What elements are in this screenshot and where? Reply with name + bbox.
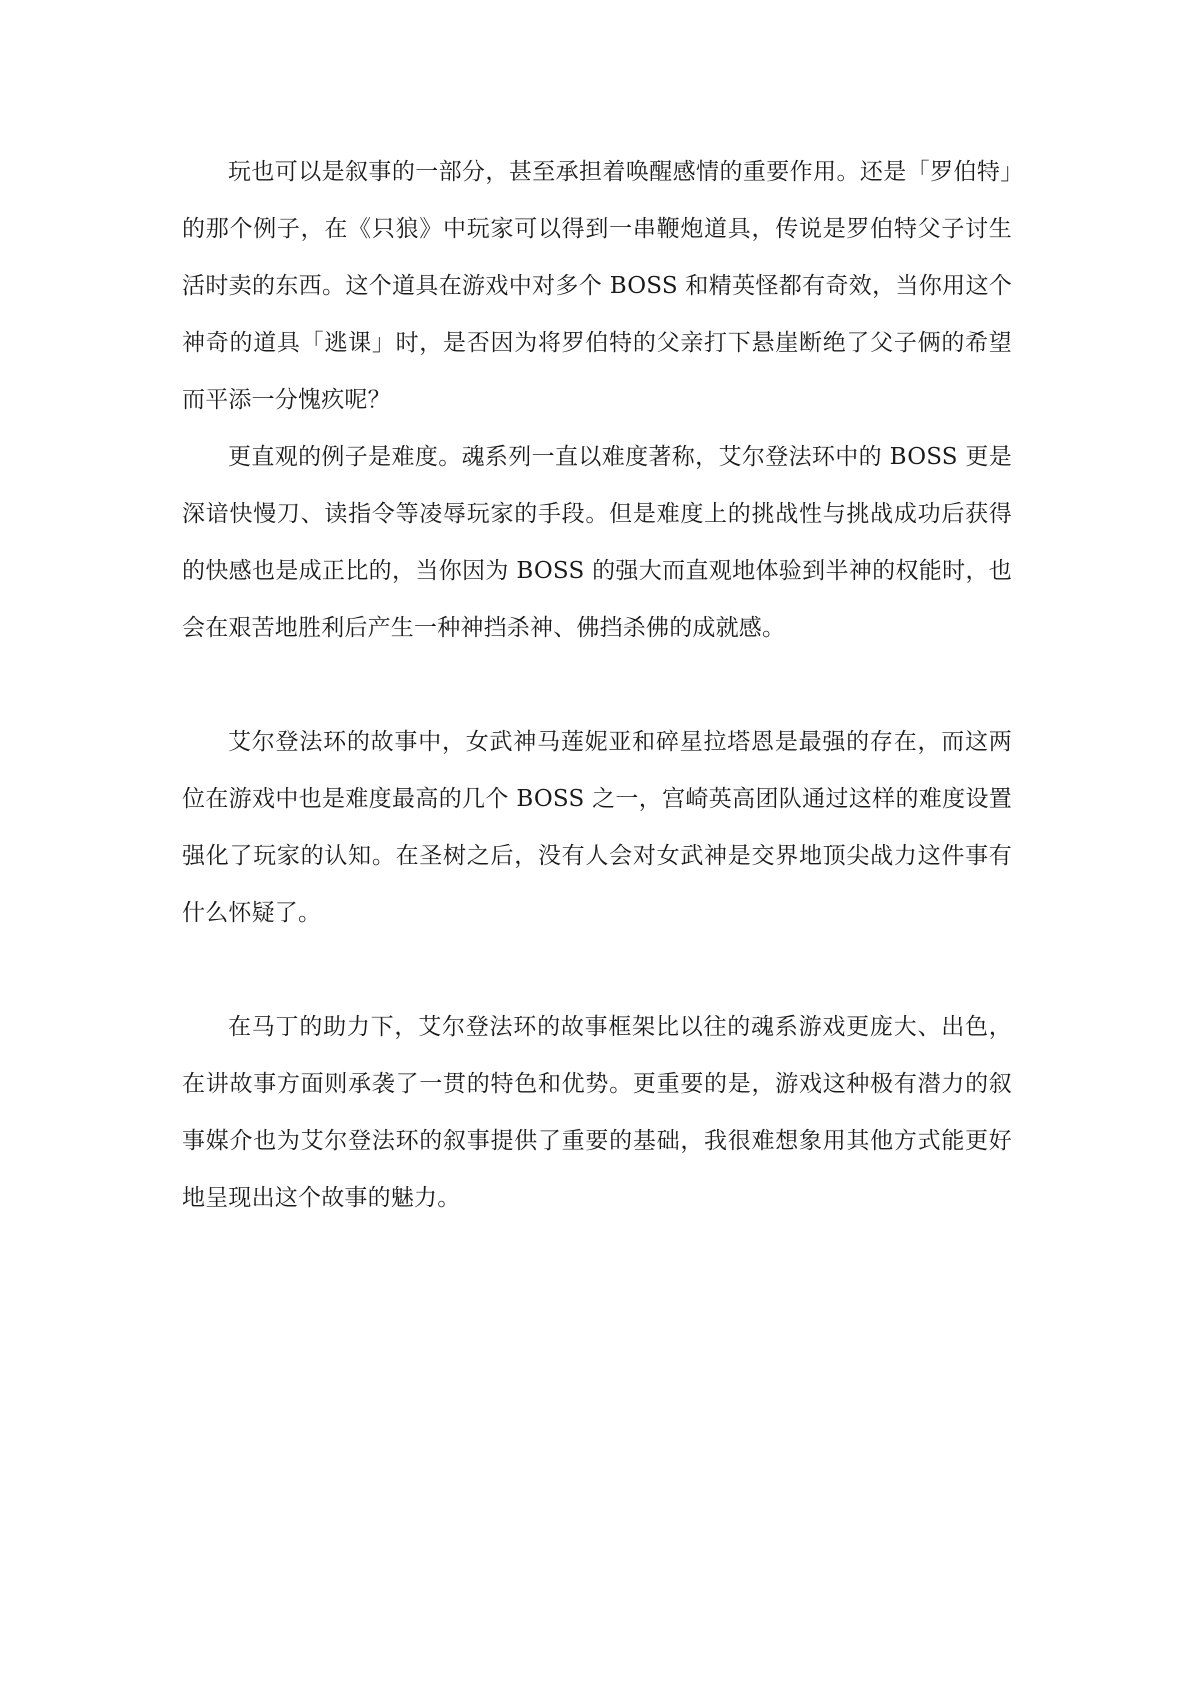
document-body: [182, 144, 1012, 1227]
paragraph-4: 在马丁的助力下，艾尔登法环的故事框架比以往的魂系游戏更庞大、出色，在讲故事方面则承袭了一贯的特色和优势。更重要的是，游戏这种极有潜力的叙事媒介也为艾尔登法环的叙事提供了重要的基础，我很难想象用其他方式能更好地呈现出这个故事的魅力。: [182, 1014, 1012, 1211]
paragraph-1: 玩也可以是叙事的一部分，甚至承担着唤醒感情的重要作用。还是「罗伯特」的那个例子，在《只狼》中玩家可以得到一串鞭炮道具，传说是罗伯特父子讨生活时卖的东西。这个道具在游戏中对多个 BOSS 和精英怪都有奇效，当你用这个神奇的道具「逃课」时，是否因为将罗伯特的父亲打下悬崖断绝了父子俩的希望而平添一分愧疚呢？: [182, 159, 1012, 413]
paragraph-2: 更直观的例子是难度。魂系列一直以难度著称，艾尔登法环中的 BOSS 更是深谙快慢刀、读指令等凌辱玩家的手段。但是难度上的挑战性与挑战成功后获得的快感也是成正比的，当你因为 BOSS 的强大而直观地体验到半神的权能时，也会在艰苦地胜利后产生一种神挡杀神、佛挡杀佛的成就感。: [182, 444, 1012, 641]
paragraph-spacer: [182, 657, 1012, 714]
paragraph-3: 艾尔登法环的故事中，女武神马莲妮亚和碎星拉塔恩是最强的存在，而这两位在游戏中也是难度最高的几个 BOSS 之一，宫崎英高团队通过这样的难度设置强化了玩家的认知。在圣树之后，没有人会对女武神是交界地顶尖战力这件事有什么怀疑了。: [182, 729, 1012, 926]
paragraph-spacer: [182, 942, 1012, 999]
